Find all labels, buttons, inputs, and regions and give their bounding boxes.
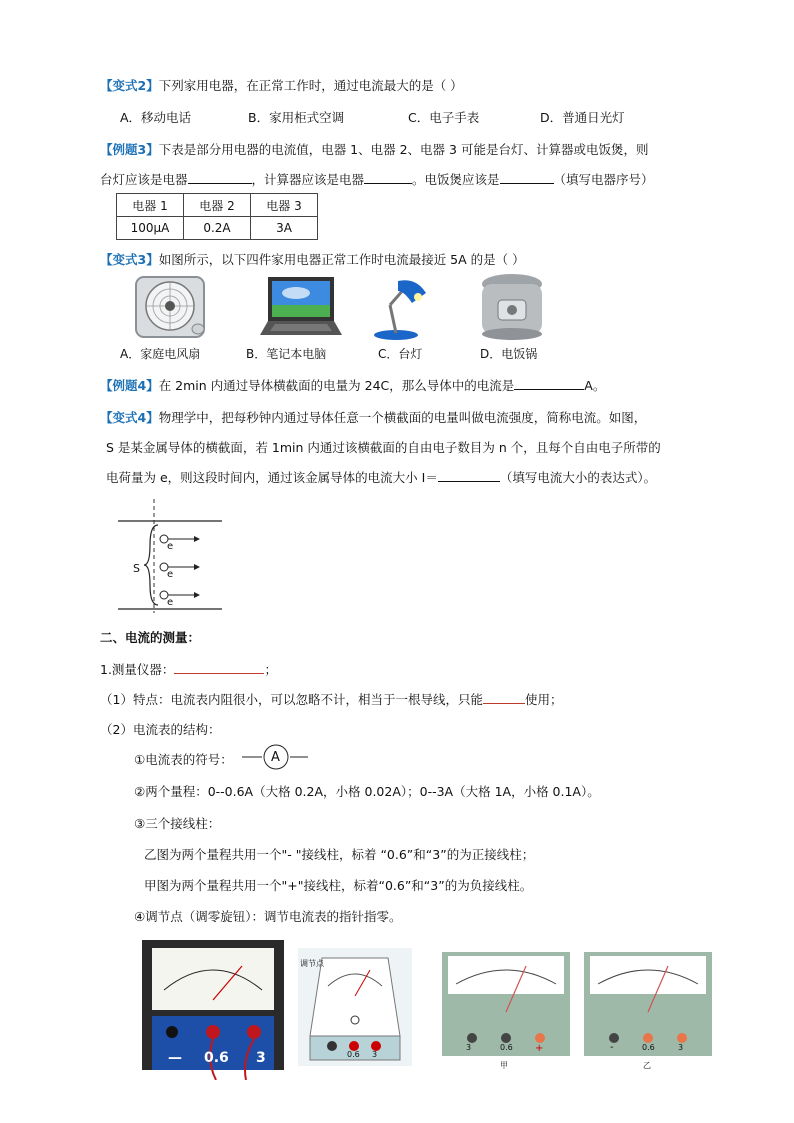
instrument-line (100, 660, 277, 678)
fan-image (132, 273, 208, 341)
yi-terminal-06: 0.6 (642, 1043, 655, 1052)
yi-terminal-3: 3 (678, 1043, 684, 1052)
variant2-option-b: B．家用柜式空调 (248, 110, 345, 125)
ranges-line: ②两个量程：0--0.6A（大格 0.2A，小格 0.02A）；0--3A（大格 1A，小格 0.1A）。 (134, 784, 600, 799)
symbol-label: ①电流表的符号： (134, 752, 233, 767)
caption-fan: A．家庭电风扇 (120, 347, 201, 361)
usage-answer-blank[interactable] (483, 690, 525, 704)
variant2-question (100, 76, 463, 94)
variant2-option-d: D．普通日光灯 (540, 110, 625, 125)
example3-note: （填写电器序号） (553, 172, 654, 187)
caption-laptop: B．笔记本电脑 (246, 347, 327, 361)
yi-description: 乙图为两个量程共用一个"- "接线柱，标着 “0.6”和“3”的为正接线柱； (144, 847, 535, 862)
variant4-line2: S 是某金属导体的横截面，若 1min 内通过该横截面的自由电子数目为 n 个，且每个自由电子所带的 (106, 440, 661, 455)
example3-line1 (100, 140, 648, 158)
variant4-note: （填写电流大小的表达式）。 (499, 470, 657, 485)
caption-lamp: C．台灯 (378, 347, 423, 361)
instrument-answer-blank[interactable] (174, 660, 264, 674)
example4-question (100, 376, 605, 394)
jia-terminal-06: 0.6 (500, 1043, 513, 1052)
example4-unit: A。 (584, 378, 606, 393)
example3-lamp-prompt: 台灯应该是电器 (100, 172, 188, 187)
symbol-letter: A (271, 750, 280, 765)
example4-tag: 【例题4】 (100, 378, 159, 393)
table-header-cell: 电器 3 (251, 194, 318, 217)
jia-caption: 甲 (500, 1061, 508, 1070)
electron-label: e (167, 597, 174, 608)
example3-calc-prompt: ，计算器应该是电器 (251, 172, 365, 187)
electron-label: e (167, 541, 174, 552)
adjust-point-label: 调节点 (300, 959, 324, 968)
table-header-cell: 电器 1 (117, 194, 184, 217)
example3-tag: 【例题3】 (100, 142, 159, 157)
ammeter-jia-drawing (442, 952, 570, 1056)
laptop-image (256, 275, 346, 341)
jia-terminal-3: 3 (466, 1043, 472, 1052)
terminals-line: ③三个接线柱： (134, 816, 221, 831)
variant2-option-c: C．电子手表 (408, 110, 480, 125)
cooker-answer-blank[interactable] (500, 170, 554, 184)
yi-caption: 乙 (643, 1061, 651, 1070)
expression-answer-blank[interactable] (438, 468, 500, 482)
meter2-3-label: 3 (372, 1050, 378, 1059)
table-row (117, 194, 318, 217)
instrument-label: 1.测量仪器： (100, 662, 175, 677)
variant4-text3: 电荷量为 e，则这段时间内，通过该金属导体的电流大小 I＝ (106, 470, 438, 485)
feature-line (100, 690, 562, 708)
ammeter-yi-drawing (584, 952, 712, 1056)
example3-line2 (100, 170, 654, 188)
meter1-minus-label: — (168, 1050, 182, 1066)
example3-text: 下表是部分用电器的电流值，电器 1、电器 2、电器 3 可能是台灯、计算器或电饭煲，则 (158, 142, 649, 157)
structure-line: （2）电流表的结构： (100, 722, 221, 737)
meter1-06-label: 0.6 (204, 1050, 229, 1066)
instrument-end: ； (264, 662, 277, 677)
table-header-cell: 电器 2 (184, 194, 251, 217)
electron-label: e (167, 569, 174, 580)
variant2-text: 下列家用电器，在正常工作时，通过电流最大的是（ ） (158, 78, 463, 93)
meter1-3-label: 3 (256, 1050, 266, 1066)
variant2-tag: 【变式2】 (100, 78, 159, 93)
variant4-tag: 【变式4】 (100, 410, 159, 425)
section2-heading: 二、电流的测量： (100, 630, 201, 645)
caption-cooker: D．电饭锅 (480, 347, 538, 361)
symbol-line (134, 750, 233, 768)
variant3-text: 如图所示，以下四件家用电器正常工作时电流最接近 5A 的是（ ） (158, 252, 525, 267)
meter2-06-label: 0.6 (347, 1050, 360, 1059)
feature-text: （1）特点：电流表内阻很小，可以忽略不计，相当于一根导线，只能 (100, 692, 483, 707)
example3-cooker-prompt: 。电饭煲应该是 (412, 172, 500, 187)
jia-terminal-plus: + (535, 1043, 544, 1054)
variant4-text1: 物理学中，把每秒钟内通过导体任意一个横截面的电量叫做电流强度，简称电流。如图， (158, 410, 647, 425)
table-row (117, 217, 318, 240)
rice-cooker-image (476, 272, 548, 342)
variant4-line1 (100, 408, 646, 426)
current-table (116, 193, 318, 240)
table-cell: 3A (251, 217, 318, 240)
yi-terminal-minus: - (610, 1042, 614, 1053)
zero-adjust-line: ④调节点（调零旋钮）：调节电流表的指针指零。 (134, 909, 402, 924)
feature-end: 使用； (524, 692, 563, 707)
table-cell: 0.2A (184, 217, 251, 240)
variant3-question (100, 250, 525, 268)
variant2-option-a: A．移动电话 (120, 110, 192, 125)
table-cell: 100μA (117, 217, 184, 240)
s-label: S (133, 562, 140, 575)
variant3-tag: 【变式3】 (100, 252, 159, 267)
desk-lamp-image (368, 275, 432, 341)
current-answer-blank[interactable] (514, 376, 584, 390)
example4-text: 在 2min 内通过导体横截面的电量为 24C，那么导体中的电流是 (158, 378, 515, 393)
jia-description: 甲图为两个量程共用一个"+"接线柱，标着“0.6”和“3”的为负接线柱。 (144, 878, 533, 893)
calculator-answer-blank[interactable] (364, 170, 412, 184)
lamp-answer-blank[interactable] (188, 170, 252, 184)
variant4-line3 (106, 468, 656, 486)
